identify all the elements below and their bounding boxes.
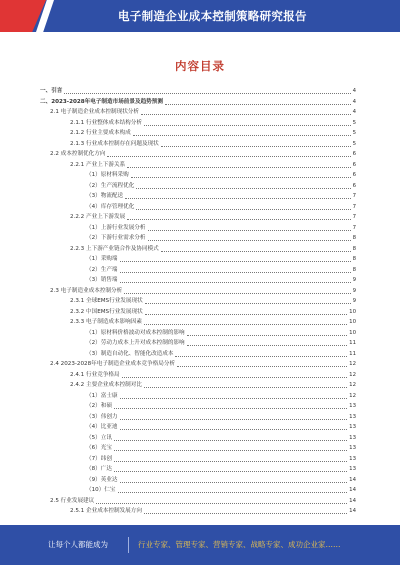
toc-entry-page: 4 xyxy=(352,98,356,105)
toc-entry-label: 2.3.2 中国EMS行业发展现状 xyxy=(70,308,143,315)
toc-entry[interactable] xyxy=(40,149,356,160)
toc-entry-label: （6）光宝 xyxy=(86,445,112,451)
toc-leader-dots xyxy=(136,209,350,210)
toc-entry[interactable] xyxy=(40,296,356,307)
toc-leader-dots xyxy=(114,450,347,451)
toc-leader-dots xyxy=(120,272,351,273)
toc-entry-label: 2.5 行业发展建议 xyxy=(50,497,95,504)
toc-entry[interactable] xyxy=(40,433,356,444)
toc-entry-page: 8 xyxy=(352,266,356,273)
toc-entry[interactable] xyxy=(40,233,356,244)
toc-entry-page: 8 xyxy=(352,235,356,241)
toc-leader-dots xyxy=(161,251,351,252)
toc-leader-dots xyxy=(122,377,348,378)
toc-entry[interactable] xyxy=(40,338,356,349)
toc-leader-dots xyxy=(144,513,347,514)
toc-entry-page: 9 xyxy=(352,277,356,283)
toc-entry[interactable] xyxy=(40,118,356,129)
toc-entry[interactable] xyxy=(40,97,356,108)
toc-entry[interactable] xyxy=(40,212,356,223)
toc-leader-dots xyxy=(120,482,348,483)
toc-entry-page: 12 xyxy=(349,392,356,399)
toc-entry[interactable] xyxy=(40,443,356,454)
toc-entry-page: 8 xyxy=(352,256,356,262)
toc-entry-label: 2.3.3 电子制造成本影响因素 xyxy=(70,319,142,325)
toc-leader-dots xyxy=(148,230,351,231)
toc-leader-dots xyxy=(187,335,347,336)
toc-entry-page: 12 xyxy=(349,361,356,367)
toc-entry-label: （4）比亚迪 xyxy=(86,424,118,430)
toc-leader-dots xyxy=(120,429,348,430)
toc-entry-label: 2.2 成本控制优化方向 xyxy=(50,151,106,157)
toc-entry-label: （8）广达 xyxy=(86,466,112,472)
toc-entry[interactable] xyxy=(40,380,356,391)
toc-entry-label: （1）原材料价格波动对成本控制的影响 xyxy=(86,329,185,336)
toc-entry-label: （2）生产流程优化 xyxy=(86,182,135,189)
toc-entry-page: 7 xyxy=(352,193,356,199)
toc-entry[interactable] xyxy=(40,496,356,507)
toc-entry-page: 13 xyxy=(349,413,356,420)
toc-entry-label: （3）销售端 xyxy=(86,277,118,283)
toc-entry-label: （1）原材料采购 xyxy=(86,172,129,178)
toc-leader-dots xyxy=(120,398,348,399)
toc-leader-dots xyxy=(145,314,347,315)
toc-leader-dots xyxy=(131,177,351,178)
toc-entry[interactable] xyxy=(40,391,356,402)
toc-leader-dots xyxy=(120,419,348,420)
toc-entry-page: 10 xyxy=(349,319,356,325)
toc-leader-dots xyxy=(187,345,347,346)
toc-leader-dots xyxy=(144,387,347,388)
toc-entry-page: 6 xyxy=(352,182,356,189)
toc-entry[interactable] xyxy=(40,275,356,286)
toc-entry-page: 13 xyxy=(349,403,356,409)
toc-entry-label: 一、引言 xyxy=(40,88,63,94)
toc-leader-dots xyxy=(114,461,347,462)
toc-entry[interactable] xyxy=(40,475,356,486)
toc-entry-page: 9 xyxy=(352,287,356,294)
toc-entry-page: 13 xyxy=(349,455,356,462)
toc-entry-label: （1）富士康 xyxy=(86,392,118,399)
footer-tagline: 行业专家、管理专家、营销专家、战略专家、成功企业家…… xyxy=(138,540,341,549)
toc-leader-dots xyxy=(125,198,350,199)
toc-leader-dots xyxy=(120,282,351,283)
toc-entry[interactable] xyxy=(40,349,356,360)
toc-leader-dots xyxy=(118,492,348,493)
toc-entry-page: 7 xyxy=(352,224,356,231)
footer-bar xyxy=(0,525,400,565)
toc-leader-dots xyxy=(114,408,347,409)
toc-entry-page: 5 xyxy=(352,119,356,126)
toc-entry-page: 7 xyxy=(352,203,356,210)
toc-entry-page: 6 xyxy=(352,172,356,178)
toc-entry-label: （1）上游行业发展分析 xyxy=(86,224,146,231)
toc-entry[interactable] xyxy=(40,328,356,339)
toc-entry-page: 6 xyxy=(352,161,356,168)
toc-entry[interactable] xyxy=(40,244,356,255)
toc-entry-page: 8 xyxy=(352,245,356,252)
toc-entry[interactable] xyxy=(40,307,356,318)
toc-entry-page: 5 xyxy=(352,130,356,136)
header-bar xyxy=(0,0,400,32)
toc-leader-dots xyxy=(144,125,351,126)
toc-entry-label: （4）库存管理优化 xyxy=(86,203,135,210)
toc-entry-page: 12 xyxy=(349,371,356,378)
toc-leader-dots xyxy=(161,146,351,147)
toc-entry[interactable] xyxy=(40,485,356,496)
toc-entry[interactable] xyxy=(40,181,356,192)
toc-entry[interactable] xyxy=(40,317,356,328)
toc-entry-label: 2.4.1 行业竞争格局 xyxy=(70,371,120,378)
toc-entry-label: 2.1.1 行业整体成本结构分析 xyxy=(70,119,142,126)
toc-entry[interactable] xyxy=(40,359,356,370)
toc-leader-dots xyxy=(177,366,347,367)
toc-entry-label: （3）制造自动化、智能化改造成本 xyxy=(86,350,174,357)
toc-leader-dots xyxy=(64,93,350,94)
toc-entry-page: 11 xyxy=(349,350,356,357)
toc-entry-page: 10 xyxy=(349,308,356,315)
toc-entry-page: 12 xyxy=(349,382,356,388)
toc-leader-dots xyxy=(107,156,350,157)
toc-entry-label: （2）和硕 xyxy=(86,403,112,409)
toc-entry-label: 2.5.1 企业成本控制发展方向 xyxy=(70,508,142,514)
toc-entry[interactable] xyxy=(40,422,356,433)
toc-entry-page: 10 xyxy=(349,329,356,336)
toc-entry-label: （9）英业达 xyxy=(86,476,118,483)
toc-entry-label: （3）伟创力 xyxy=(86,413,118,420)
toc-entry-label: （1）采购端 xyxy=(86,256,118,262)
toc-entry-label: （3）物流配送 xyxy=(86,193,124,199)
toc-leader-dots xyxy=(136,188,350,189)
toc-entry-page: 9 xyxy=(352,298,356,304)
toc-entry-page: 14 xyxy=(349,487,356,493)
toc-leader-dots xyxy=(175,356,347,357)
toc-entry-label: 2.2.1 产业上下游关系 xyxy=(70,161,126,168)
toc-leader-dots xyxy=(133,135,351,136)
toc-entry[interactable] xyxy=(40,286,356,297)
toc-entry-label: （5）立讯 xyxy=(86,434,112,441)
toc-entry[interactable] xyxy=(40,370,356,381)
toc-entry-label: 2.4.2 主要企业成本控制对比 xyxy=(70,382,142,388)
toc-heading: 内容目录 xyxy=(175,59,225,73)
toc-entry-page: 14 xyxy=(349,497,356,504)
toc-entry-label: 2.1.2 行业主要成本构成 xyxy=(70,130,131,136)
toc-entry-label: 2.2.3 上下游产业链合作及协同模式 xyxy=(70,245,159,252)
toc-entry-page: 14 xyxy=(349,508,356,514)
toc-entry-label: （10）仁宝 xyxy=(86,487,116,493)
toc-entry-page: 7 xyxy=(352,214,356,220)
toc-entry[interactable] xyxy=(40,412,356,423)
toc-leader-dots xyxy=(114,440,347,441)
toc-entry[interactable] xyxy=(40,454,356,465)
toc-leader-dots xyxy=(114,471,347,472)
toc-entry[interactable] xyxy=(40,265,356,276)
toc-entry-page: 5 xyxy=(352,140,356,147)
toc-leader-dots xyxy=(145,303,351,304)
toc-entry-label: 2.1 电子制造企业成本控制现状分析 xyxy=(50,109,139,115)
toc-entry[interactable] xyxy=(40,202,356,213)
toc-entry-page: 13 xyxy=(349,445,356,451)
toc-entry-page: 4 xyxy=(352,88,356,94)
toc-leader-dots xyxy=(165,104,351,105)
toc-entry-label: （2）生产端 xyxy=(86,266,118,273)
toc-entry-page: 6 xyxy=(352,151,356,157)
toc-entry[interactable] xyxy=(40,254,356,265)
toc-entry-label: 2.4 2023-2028年电子制造企业成本竞争格局分析 xyxy=(50,361,176,367)
toc-leader-dots xyxy=(96,503,347,504)
table-of-contents xyxy=(40,86,356,517)
toc-entry-label: （2）下游行业需求分析 xyxy=(86,235,146,241)
footer-divider xyxy=(128,537,129,553)
toc-entry-page: 13 xyxy=(349,466,356,472)
toc-entry[interactable] xyxy=(40,223,356,234)
toc-entry[interactable] xyxy=(40,506,356,517)
toc-entry[interactable] xyxy=(40,86,356,97)
toc-leader-dots xyxy=(141,114,351,115)
toc-entry-page: 13 xyxy=(349,424,356,430)
toc-leader-dots xyxy=(127,219,350,220)
toc-entry-label: 2.3 电子制造业成本控制分析 xyxy=(50,287,123,294)
toc-entry[interactable] xyxy=(40,128,356,139)
toc-leader-dots xyxy=(120,261,351,262)
toc-entry-page: 13 xyxy=(349,434,356,441)
toc-entry-page: 11 xyxy=(349,340,356,346)
toc-leader-dots xyxy=(124,293,350,294)
toc-entry[interactable] xyxy=(40,401,356,412)
toc-entry-label: 2.1.3 行业成本控制存在问题及现状 xyxy=(70,140,159,147)
toc-entry-label: 二、2023-2028年电子制造市场前景及趋势预测 xyxy=(40,98,163,105)
toc-entry[interactable] xyxy=(40,160,356,171)
toc-entry[interactable] xyxy=(40,107,356,118)
toc-entry-page: 14 xyxy=(349,476,356,483)
toc-entry[interactable] xyxy=(40,191,356,202)
toc-entry[interactable] xyxy=(40,464,356,475)
toc-entry-label: （2）劳动力成本上升对成本控制的影响 xyxy=(86,340,185,346)
toc-entry-label: 2.3.1 全球EMS行业发展现状 xyxy=(70,298,143,304)
report-title: 电子制造企业成本控制策略研究报告 xyxy=(118,9,307,23)
footer-slogan: 让每个人都能成为 xyxy=(48,540,108,549)
toc-entry-page: 4 xyxy=(352,109,356,115)
toc-entry-label: （7）纬创 xyxy=(86,455,112,462)
toc-entry-label: 2.2.2 产业上下游发展 xyxy=(70,214,126,220)
toc-entry[interactable] xyxy=(40,170,356,181)
toc-leader-dots xyxy=(148,240,351,241)
toc-leader-dots xyxy=(144,324,347,325)
toc-leader-dots xyxy=(127,167,350,168)
toc-entry[interactable] xyxy=(40,139,356,150)
